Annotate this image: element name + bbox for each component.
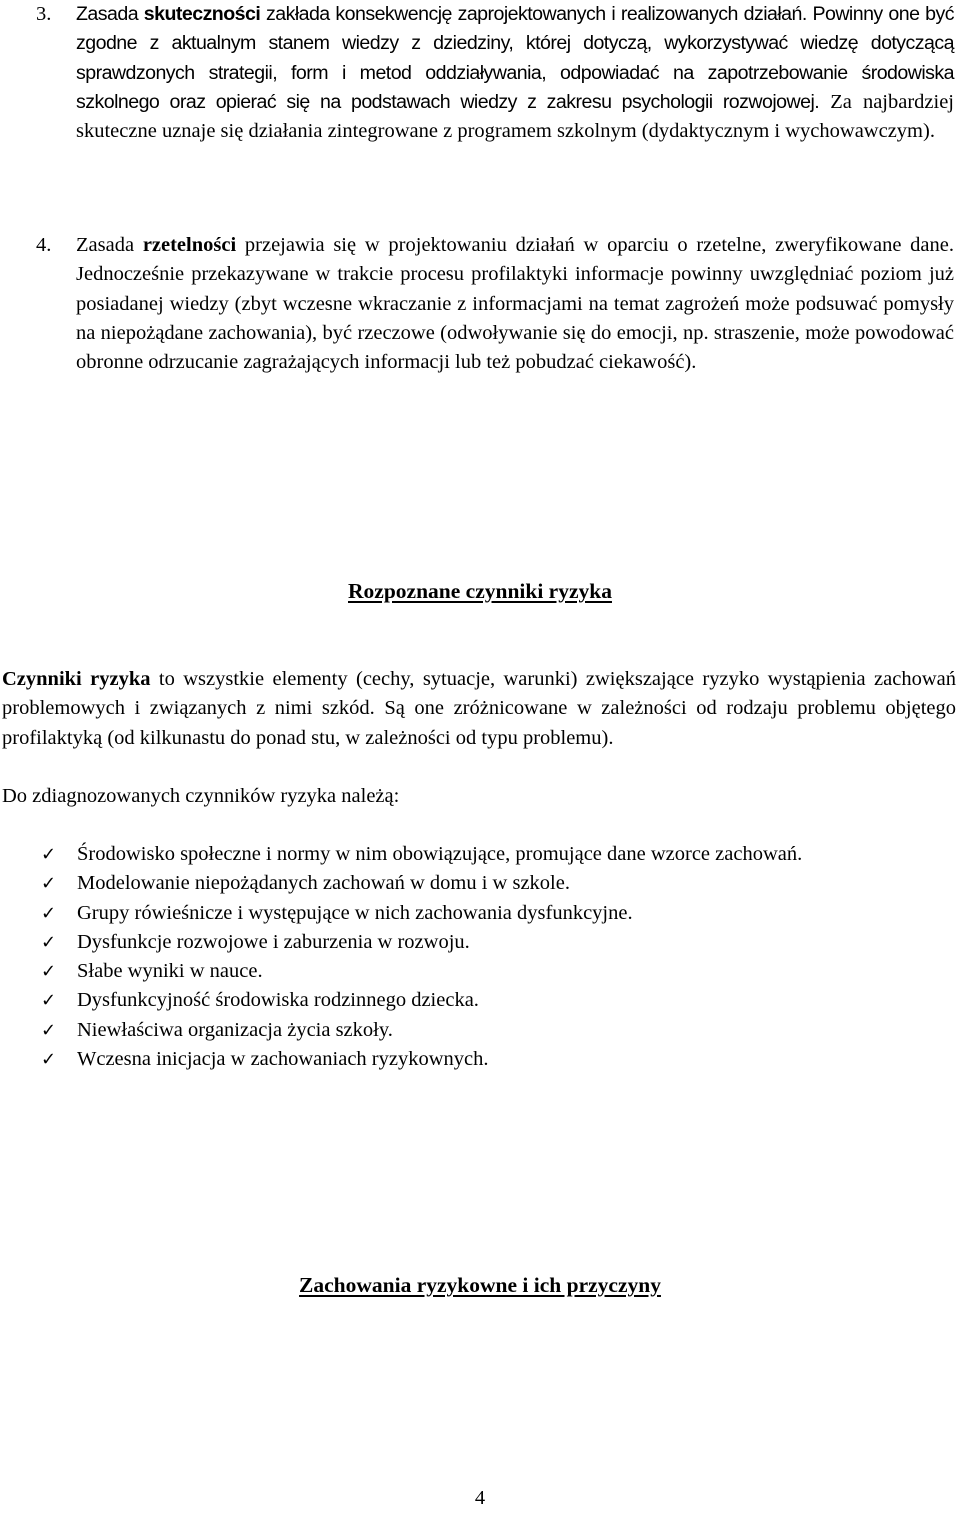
list-item-text: Modelowanie niepożądanych zachowań w domu i w szkole. [77,872,570,895]
check-icon: ✓ [41,844,57,865]
principle-prefix: Zasada [76,3,144,25]
definition-term: Czynniki ryzyka [2,668,151,690]
check-icon: ✓ [41,873,57,895]
check-icon: ✓ [41,931,57,953]
principle-keyword: rzetelności [142,234,237,256]
list-item-text: Niewłaściwa organizacja życia szkoły. [77,1018,393,1041]
principle-item-4 [36,231,954,377]
principle-description: zakłada konsekwencję zaprojektowanych i realizowanych działań. Powinny one być zgodne z aktualnym stanem wiedzy z dziedziny, której dotyczą, wykorzystywać wiedzę dotyczącą sprawdzonych strategii, form i metod oddziaływania, odpowiadać na zapotrzebowanie środowiska szkolnego oraz opierać się na podstawach wiedzy z zakresu psychologii rozwojowej. [76,3,954,113]
page-number: 4 [474,1487,486,1509]
list-item [0,1045,960,1074]
list-item [0,899,960,928]
check-icon: ✓ [41,961,57,983]
list-item [0,928,960,957]
check-icon: ✓ [41,990,57,1012]
list-item-text: Słabe wyniki w nauce. [77,960,263,983]
risk-factors-list [0,840,960,1074]
principle-extra: Za najbardziej skuteczne uznaje się działania zintegrowane z programem szkolnym (dydaktycznym i wychowawczym). [76,90,954,143]
principle-item-3 [36,0,954,146]
principle-prefix: Zasada [76,234,143,256]
list-item [0,986,960,1015]
check-icon: ✓ [41,902,57,924]
principle-text [76,0,954,146]
principle-keyword: skuteczności [143,3,261,25]
section-heading-risky-behaviors: Zachowania ryzykowne i ich przyczyny [299,1273,661,1297]
principle-description: przejawia się w projektowaniu działań w oparciu o rzetelne, zweryfikowane dane. Jednocześnie przekazywane w trakcie procesu profilaktyki informacje powinny uwzględniać poziom już posiadanej wiedzy (zbyt wczesne wkraczanie z informacjami na temat zagrożeń może podsuwać pomysły na niepożądane zachowania), być rzeczowe (odwoływanie się do emocji, np. straszenie, może powodować obronne odrzucanie zagrażających informacji lub też pobudzać ciekawość). [76,234,954,374]
risk-factors-definition [2,665,956,753]
list-item-text: Wczesna inicjacja w zachowaniach ryzykownych. [77,1048,489,1071]
section-heading-risk-factors: Rozpoznane czynniki ryzyka [348,579,612,603]
list-item [0,869,960,898]
list-item-text: Dysfunkcje rozwojowe i zaburzenia w rozwoju. [77,930,470,953]
check-icon: ✓ [41,1049,57,1071]
list-item-text: Środowisko społeczne i normy w nim obowiązujące, promujące dane wzorce zachowań. [77,843,803,865]
list-item-text: Dysfunkcyjność środowiska rodzinnego dziecka. [77,989,479,1012]
list-item [0,840,960,869]
risk-factors-list-intro: Do zdiagnozowanych czynników ryzyka należą: [2,785,400,807]
list-item [0,957,960,986]
principle-number: 3. [36,3,52,25]
list-item [0,1016,960,1045]
check-icon: ✓ [41,1019,57,1041]
principle-number: 4. [36,234,52,256]
principle-text [76,231,954,377]
list-item-text: Grupy rówieśnicze i występujące w nich zachowania dysfunkcyjne. [77,901,633,924]
definition-text: to wszystkie elementy (cechy, sytuacje, warunki) zwiększające ryzyko wystąpienia zachowań problemowych i związanych z nimi szkód. Są one zróżnicowane w zależności od rodzaju problemu objętego profilaktyką (od kilkunastu do ponad stu, w zależności od typu problemu). [2,668,956,749]
